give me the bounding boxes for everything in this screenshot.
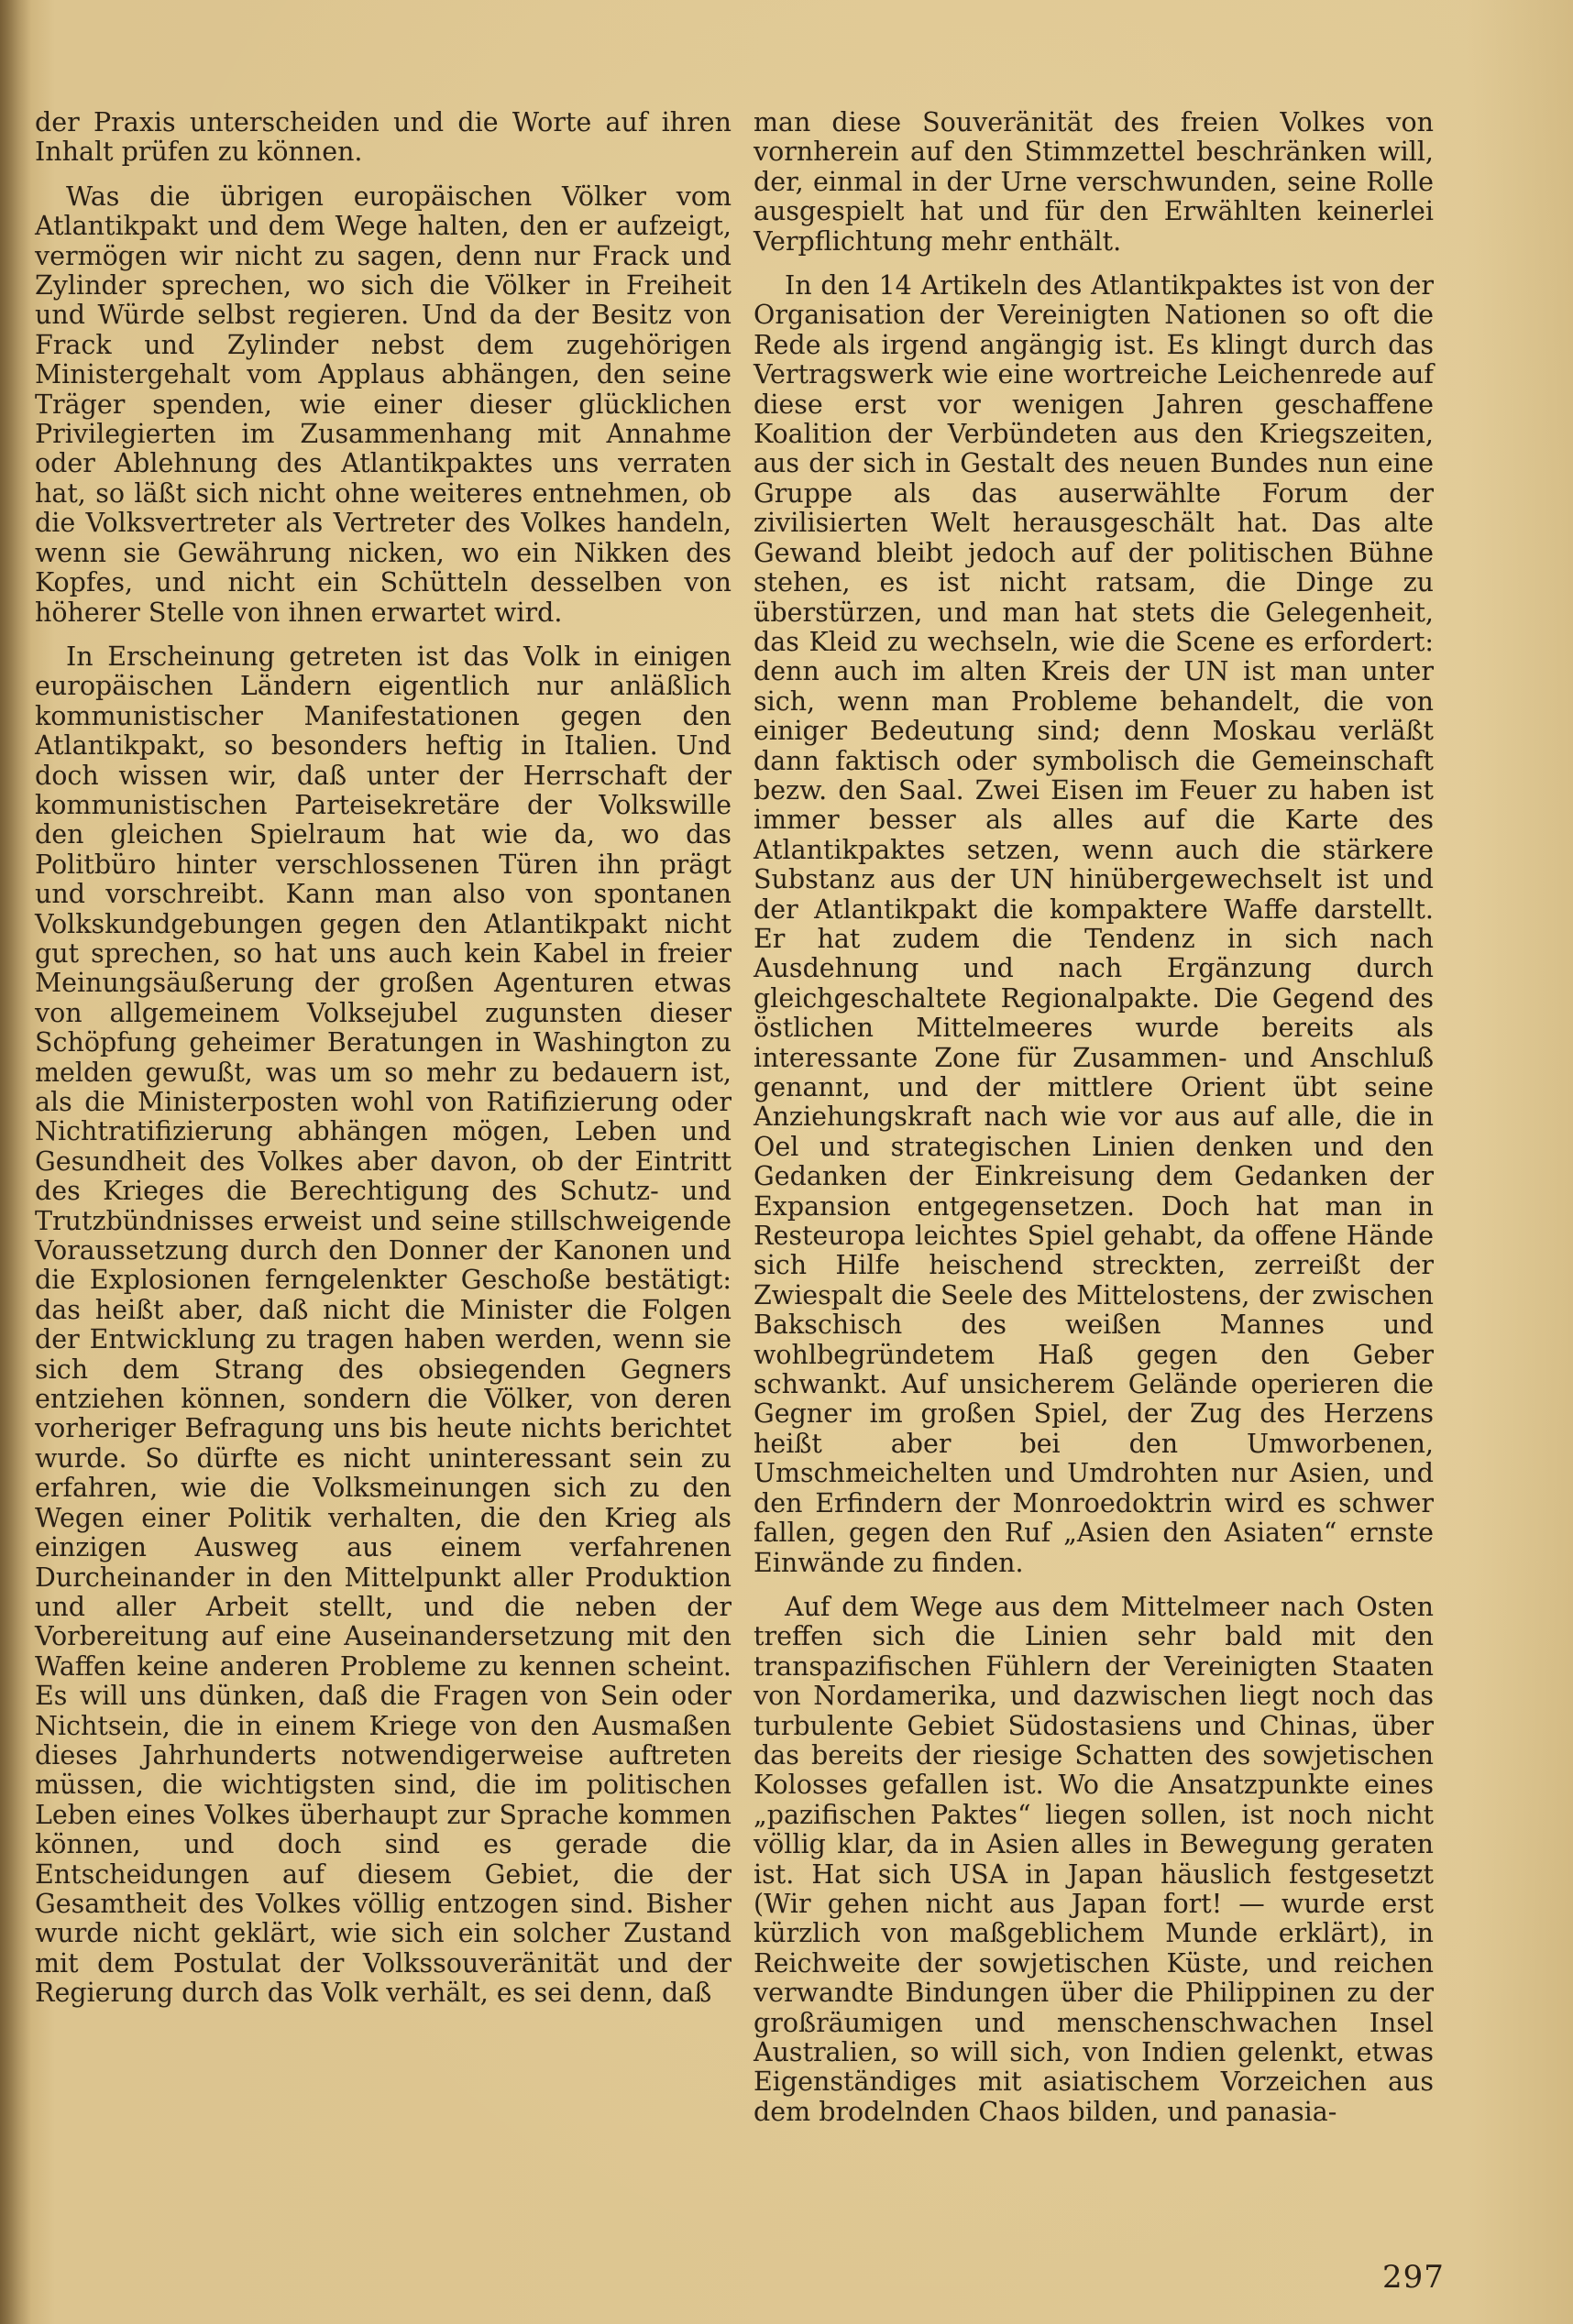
paragraph: man diese Souveränität des freien Volkes von vornherein auf den Stimmzettel beschränken will, der, einmal in der Urne verschwunden, seine Rolle ausgespielt hat und für den Erwählten keinerlei Verpflichtung mehr enthält. [754,107,1434,257]
binding-gutter-shadow [0,0,31,2324]
paragraph: Auf dem Wege aus dem Mittelmeer nach Osten treffen sich die Linien sehr bald mit den transpazifischen Fühlern der Vereinigten Staaten von Nordamerika, und dazwischen liegt noch das turbulente Gebiet Südostasiens und Chinas, über das bereits der riesige Schatten des sowjetischen Kolosses gefallen ist. Wo die Ansatzpunkte eines „pazifischen Paktes“ liegen sollen, ist noch nicht völlig klar, da in Asien alles in Bewegung geraten ist. Hat sich USA in Japan häuslich festgesetzt (Wir gehen nicht aus Japan fort! — wurde erst kürzlich von maßgeblichem Munde erklärt), in Reichweite der sowjetischen Küste, und reichen verwandte Bindungen über die Philippinen zu der großräumigen und menschenschwachen Insel Australien, so will sich, von Indien gelenkt, etwas Eigenständiges mit asiatischem Vorzeichen aus dem brodelnden Chaos bilden, und panasia- [754,1591,1434,2127]
paragraph: Was die übrigen europäischen Völker vom Atlantikpakt und dem Wege halten, den er aufzeigt, vermögen wir nicht zu sagen, denn nur Frack und Zylinder sprechen, wo sich die Völker in Freiheit und Würde selbst regieren. Und da der Besitz von Frack und Zylinder nebst dem zugehörigen Ministergehalt vom Applaus abhängen, den seine Träger spenden, wie einer dieser glücklichen Privilegierten im Zusammenhang mit Annahme oder Ablehnung des Atlantikpaktes uns verraten hat, so läßt sich nicht ohne weiteres entnehmen, ob die Volksvertreter als Vertreter des Volkes handeln, wenn sie Gewährung nicken, wo ein Nikken des Kopfes, und nicht ein Schütteln desselben von höherer Stelle von ihnen erwartet wird. [35,181,732,628]
paragraph: In den 14 Artikeln des Atlantikpaktes ist von der Organisation der Vereinigten Nationen so oft die Rede als irgend angängig ist. Es klingt durch das Vertragswerk wie eine wortreiche Leichenrede auf diese erst vor wenigen Jahren geschaffene Koalition der Verbündeten aus den Kriegszeiten, aus der sich in Gestalt des neuen Bundes nun eine Gruppe als das auserwählte Forum der zivilisierten Welt herausgeschält hat. Das alte Gewand bleibt jedoch auf der politischen Bühne stehen, es ist nicht ratsam, die Dinge zu überstürzen, und man hat stets die Gelegenheit, das Kleid zu wechseln, wie die Scene es erfordert: denn auch im alten Kreis der UN ist man unter sich, wenn man Probleme behandelt, die von einiger Bedeutung sind; denn Moskau verläßt dann faktisch oder symbolisch die Gemeinschaft bezw. den Saal. Zwei Eisen im Feuer zu haben ist immer besser als alles auf die Karte des Atlantikpaktes setzen, wenn auch die stärkere Substanz aus der UN hinübergewechselt ist und der Atlantikpakt die kompaktere Waffe darstellt. Er hat zudem die Tendenz in sich nach Ausdehnung und nach Ergänzung durch gleichgeschaltete Regionalpakte. Die Gegend des östlichen Mittelmeeres wurde bereits als interessante Zone für Zusammen- und Anschluß genannt, und der mittlere Orient übt seine Anziehungskraft nach wie vor aus auf alle, die in Oel und strategischen Linien denken und den Gedanken der Einkreisung dem Gedanken der Expansion entgegensetzen. Doch hat man in Resteuropa leichtes Spiel gehabt, da offene Hände sich Hilfe heischend streckten, zerreißt der Zwiespalt die Seele des Mittelostens, der zwischen Bakschisch des weißen Mannes und wohlbegründetem Haß gegen den Geber schwankt. Auf unsicherem Gelände operieren die Gegner im großen Spiel, der Zug des Herzens heißt aber bei den Umworbenen, Umschmeichelten und Umdrohten nur Asien, und den Erfindern der Monroedoktrin wird es schwer fallen, gegen den Ruf „Asien den Asiaten“ ernste Einwände zu finden. [754,270,1434,1578]
right-text-column [754,108,1434,2127]
left-text-column [35,108,732,2009]
paragraph: der Praxis unterscheiden und die Worte auf ihren Inhalt prüfen zu können. [35,107,732,168]
paragraph: In Erscheinung getreten ist das Volk in einigen europäischen Ländern eigentlich nur anläßlich kommunistischer Manifestationen gegen den Atlantikpakt, so besonders heftig in Italien. Und doch wissen wir, daß unter der Herrschaft der kommunistischen Parteisekretäre der Volkswille den gleichen Spielraum hat wie da, wo das Politbüro hinter verschlossenen Türen ihn prägt und vorschreibt. Kann man also von spontanen Volkskundgebungen gegen den Atlantikpakt nicht gut sprechen, so hat uns auch kein Kabel in freier Meinungsäußerung der großen Agenturen etwas von allgemeinem Volksejubel zugunsten dieser Schöpfung geheimer Beratungen in Washington zu melden gewußt, was um so mehr zu bedauern ist, als die Ministerposten wohl von Ratifizierung oder Nichtratifizierung abhängen mögen, Leben und Gesundheit des Volkes aber davon, ob der Eintritt des Krieges die Berechtigung des Schutz- und Trutzbündnisses erweist und seine stillschweigende Voraussetzung durch den Donner der Kanonen und die Explosionen ferngelenkter Geschoße bestätigt: das heißt aber, daß nicht die Minister die Folgen der Entwicklung zu tragen haben werden, wenn sie sich dem Strang des obsiegenden Gegners entziehen können, sondern die Völker, von deren vorheriger Befragung uns bis heute nichts berichtet wurde. So dürfte es nicht uninteressant sein zu erfahren, wie die Volksmeinungen sich zu den Wegen einer Politik verhalten, die den Krieg als einzigen Ausweg aus einem verfahrenen Durcheinander in den Mittelpunkt aller Produktion und aller Arbeit stellt, und die neben der Vorbereitung auf eine Auseinandersetzung mit den Waffen keine anderen Probleme zu kennen scheint. Es will uns dünken, daß die Fragen von Sein oder Nichtsein, die in einem Kriege von den Ausmaßen dieses Jahrhunderts notwendigerweise auftreten müssen, die wichtigsten sind, die im politischen Leben eines Volkes überhaupt zur Sprache kommen können, und doch sind es gerade die Entscheidungen auf diesem Gebiet, die der Gesamtheit des Volkes völlig entzogen sind. Bisher wurde nicht geklärt, wie sich ein solcher Zustand mit dem Postulat der Volkssouveränität und der Regierung durch das Volk verhält, es sei denn, daß [35,641,732,2009]
page-number: 297 [1382,2259,1445,2296]
